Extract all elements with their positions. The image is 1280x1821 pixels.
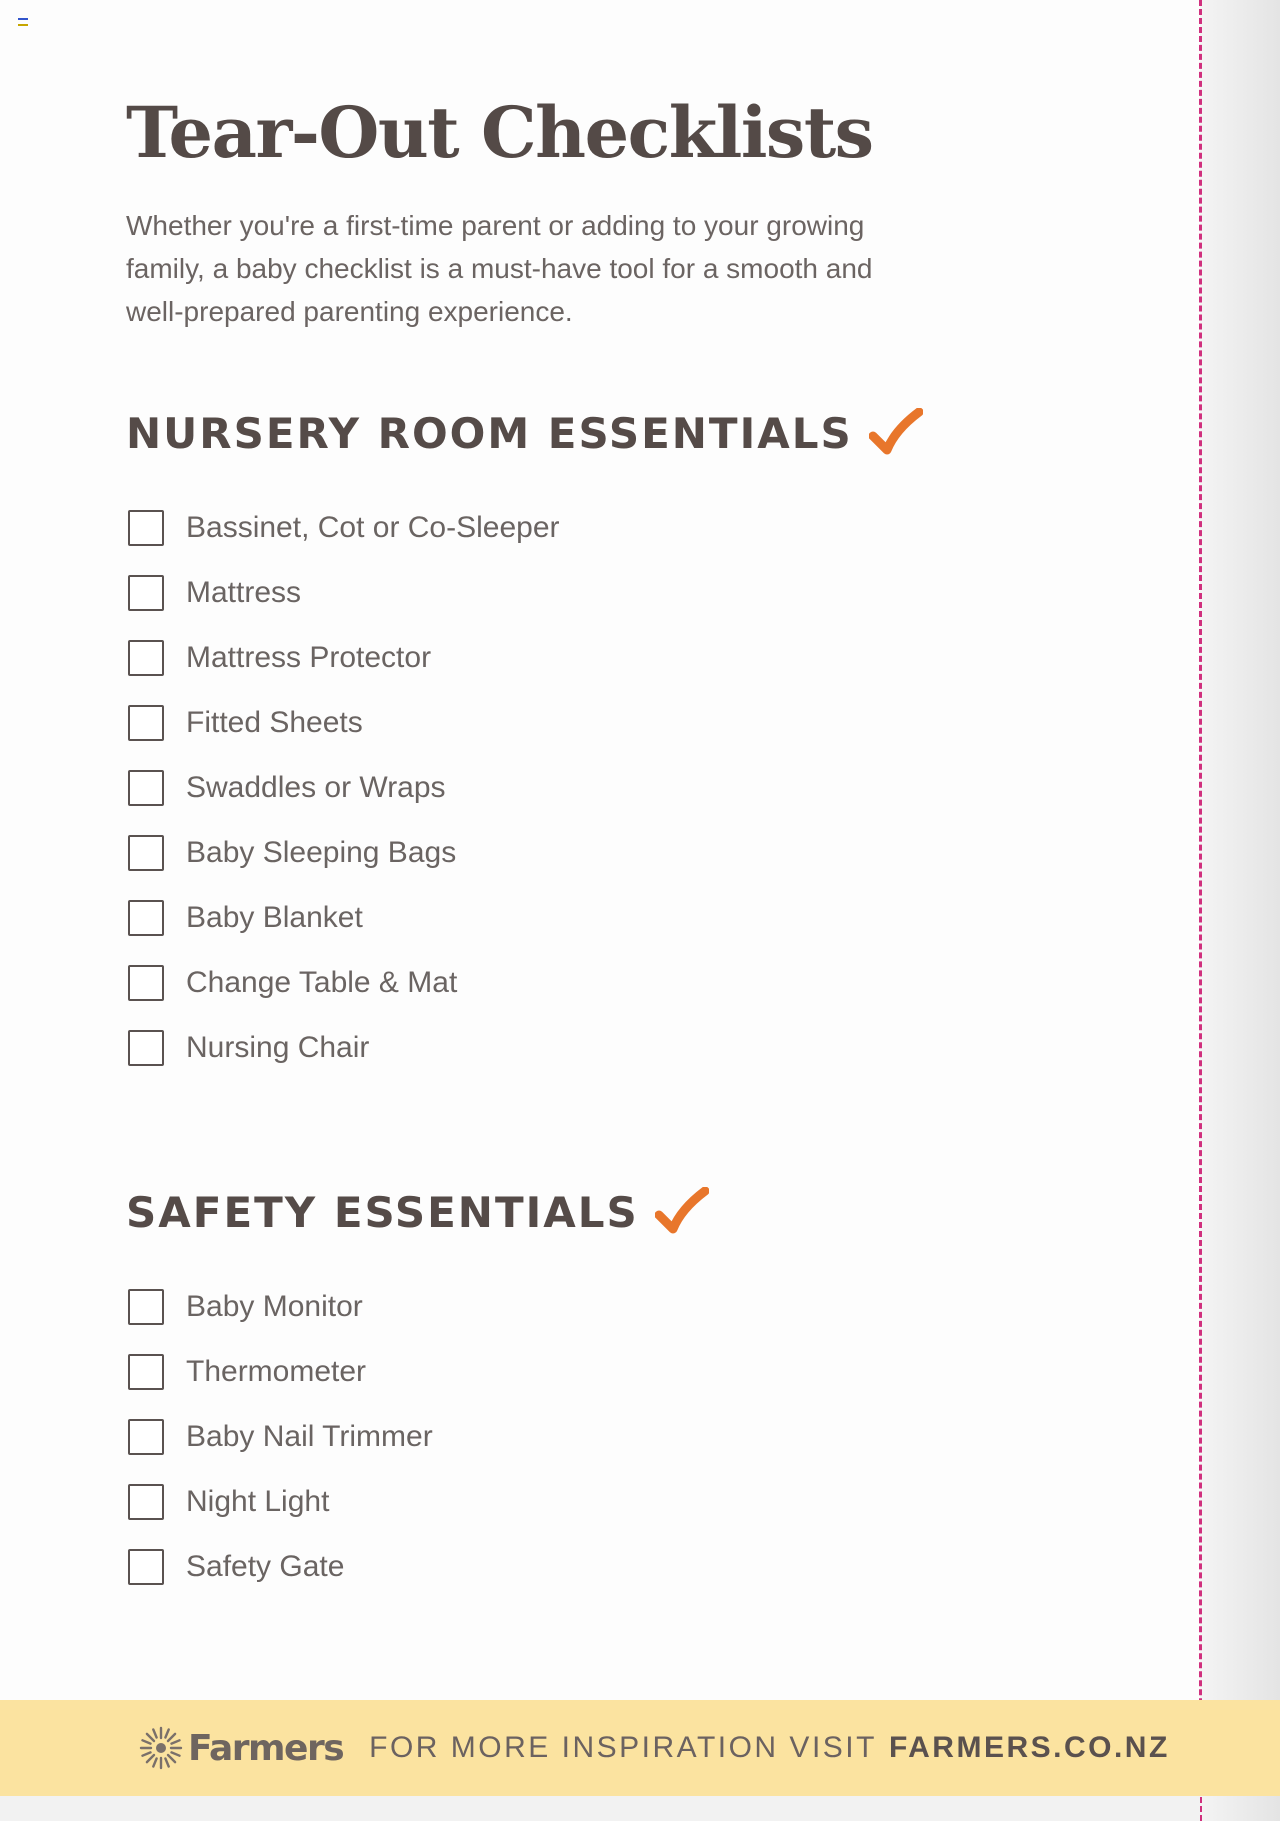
checklist-item[interactable]: [126, 1404, 966, 1469]
intro-paragraph: Whether you're a first-time parent or adding to your growing family, a baby checklist is a must-have tool for a smooth and well-prepared parenting experience.: [126, 210, 873, 327]
page-bottom-margin: [0, 1796, 1200, 1821]
checkbox[interactable]: [128, 705, 164, 741]
checklist-item[interactable]: [126, 1534, 966, 1599]
checklist-item[interactable]: [126, 1015, 966, 1080]
page-title: Tear-Out Checklists: [126, 91, 873, 174]
checkbox[interactable]: [128, 1030, 164, 1066]
section-title: SAFETY ESSENTIALS: [126, 1187, 639, 1237]
item-label: Baby Nail Trimmer: [186, 1419, 433, 1453]
checkbox[interactable]: [128, 1419, 164, 1455]
checklist-item[interactable]: [126, 755, 966, 820]
item-label: Baby Blanket: [186, 900, 363, 934]
footer-banner: [0, 1700, 1280, 1796]
item-label: Night Light: [186, 1484, 330, 1518]
checkbox[interactable]: [128, 575, 164, 611]
checkbox[interactable]: [128, 640, 164, 676]
checklist-item[interactable]: [126, 495, 966, 560]
checkbox[interactable]: [128, 1289, 164, 1325]
checkbox[interactable]: [128, 1549, 164, 1585]
sun-burst-logo-icon: [138, 1725, 184, 1771]
checklist-item[interactable]: [126, 560, 966, 625]
checkbox[interactable]: [128, 900, 164, 936]
section-title: NURSERY ROOM ESSENTIALS: [126, 408, 853, 458]
item-label: Safety Gate: [186, 1549, 345, 1583]
checklist-item[interactable]: [126, 820, 966, 885]
section-heading-safety: [126, 1182, 966, 1242]
checklist-item[interactable]: [126, 1339, 966, 1404]
item-label: Bassinet, Cot or Co-Sleeper: [186, 510, 560, 544]
checkbox[interactable]: [128, 770, 164, 806]
checkbox[interactable]: [128, 835, 164, 871]
item-label: Baby Monitor: [186, 1289, 363, 1323]
nursery-checklist: [126, 495, 966, 1080]
brand-name: Farmers: [188, 1727, 344, 1769]
section-heading-nursery: [126, 403, 966, 463]
checkbox[interactable]: [128, 510, 164, 546]
checkbox[interactable]: [128, 1484, 164, 1520]
item-label: Thermometer: [186, 1354, 367, 1388]
checkbox[interactable]: [128, 965, 164, 1001]
safety-checklist: [126, 1274, 966, 1599]
orange-checkmark-icon: [869, 408, 923, 458]
footer-text: FOR MORE INSPIRATION VISIT: [369, 1731, 877, 1764]
tear-line: [1199, 0, 1202, 1821]
checklist-item[interactable]: [126, 690, 966, 755]
checklist-item[interactable]: [126, 1469, 966, 1534]
item-label: Baby Sleeping Bags: [186, 835, 457, 869]
farmers-logo[interactable]: [138, 1725, 343, 1771]
item-label: Change Table & Mat: [186, 965, 458, 999]
item-label: Mattress: [186, 575, 302, 609]
orange-checkmark-icon: [655, 1187, 709, 1237]
checklist-item[interactable]: [126, 625, 966, 690]
item-label: Fitted Sheets: [186, 705, 363, 739]
checkbox[interactable]: [128, 1354, 164, 1390]
page-edge: [1200, 0, 1280, 1821]
checklist-item[interactable]: [126, 950, 966, 1015]
footer-link[interactable]: FARMERS.CO.NZ: [888, 1731, 1170, 1764]
item-label: Nursing Chair: [186, 1030, 370, 1064]
menu-icon[interactable]: [18, 18, 28, 26]
checklist-content: [126, 91, 966, 1599]
item-label: Swaddles or Wraps: [186, 770, 446, 804]
item-label: Mattress Protector: [186, 640, 432, 674]
checklist-item[interactable]: [126, 1274, 966, 1339]
checklist-item[interactable]: [126, 885, 966, 950]
